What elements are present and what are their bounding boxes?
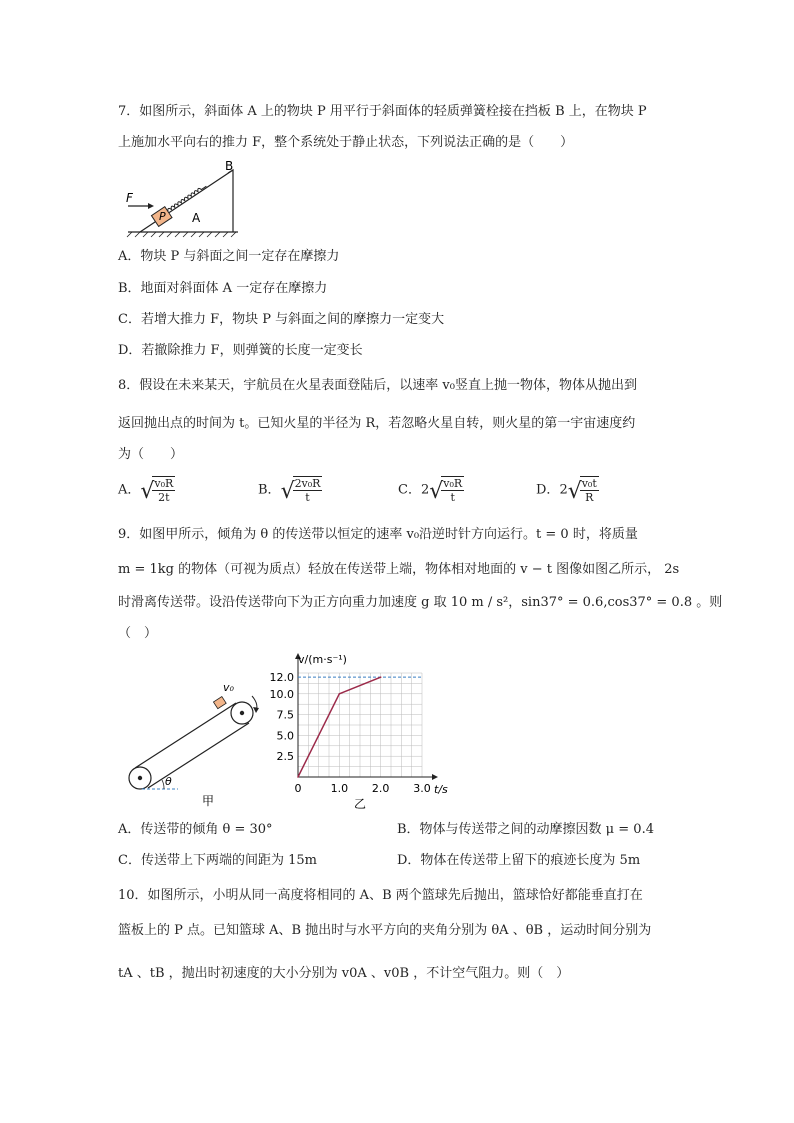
q8-option-b: B． √ $\frac{\text{2v₀R}}{t}$ [258,476,322,504]
q9-figure-jia-conveyor [118,670,268,810]
vt-x-axis-label: t/s [434,783,448,796]
q10-stem-line1: 10．如图所示，小明从同一高度将相同的 A、B 两个篮球先后抛出，篮球恰好都能垂直打在 [118,888,643,903]
vt-y-tick-label: 10.0 [269,687,294,701]
q7-option-b: B．地面对斜面体 A 一定存在摩擦力 [118,281,328,296]
q7-figure-incline-spring [118,160,248,240]
vt-y-tick-label: 5.0 [276,729,294,743]
q7-label-P: P [159,210,166,223]
q9-option-c: C．传送带上下两端的间距为 15m [118,853,317,868]
q9-stem-line4: （ ） [118,626,158,641]
q9-stem-line2: m = 1kg 的物体（可视为质点）轻放在传送带上端，物体相对地面的 v − t 图像如图乙所示， 2s [118,562,680,577]
q9-vt-chart [258,645,458,815]
vt-data-point [380,676,382,678]
vt-y-axis-label: v/(m·s⁻¹) [298,653,347,666]
q8-stem-line2: 返回抛出点的时间为 t。已知火星的半径为 R，若忽略火星自转，则火星的第一宇宙速度约 [118,416,636,431]
vt-x-tick-label: 1.0 [330,782,349,795]
vt-data-point [297,776,299,778]
q7-label-B: B [225,160,234,173]
vt-data-point [339,693,341,695]
q10-stem-line2: 篮板上的 P 点。已知篮球 A、B 抛出时与水平方向的夹角分别为 θA 、θB ，运动时间分别为 [118,923,652,938]
q8-option-a: A． √ $\frac{\text{v₀R}}{2t}$ [118,476,175,504]
q8-stem-line1: 8．假设在未来某天，宇航员在火星表面登陆后，以速率 v₀竖直上抛一物体，物体从抛出到 [118,378,637,393]
q9-option-a: A．传送带的倾角 θ = 30° [118,822,273,837]
q7-label-F: F [126,191,133,205]
q10-stem-line3: tA 、tB ，抛出时初速度的大小分别为 v0A 、v0B ，不计空气阻力。则（ ） [118,966,570,981]
vt-y-tick-label: 2.5 [276,750,294,764]
q9-option-b: B．物体与传送带之间的动摩擦因数 μ = 0.4 [397,822,654,837]
vt-caption-yi: 乙 [354,797,367,811]
vt-x-tick-label: 2.0 [371,782,390,795]
vt-x-arrow [432,774,438,780]
q8-stem-line3: 为（ ） [118,447,184,462]
q8-option-c: C．2 √ $\frac{\text{v₀R}}{t}$ [398,476,464,504]
q8-option-d: D．2 √ $\frac{\text{v₀t}}{R}$ [536,476,599,504]
vt-x-tick-label: 3.0 [413,782,431,795]
q9-label-v0: v₀ [223,681,234,694]
q9-stem-line3: 时滑离传送带。设沿传送带向下为正方向重力加速度 g 取 10 m / s²，sin37° = 0.6,cos37° = 0.8 。则 [118,595,723,610]
q9-label-theta: θ [165,775,172,788]
q7-option-a: A．物块 P 与斜面之间一定存在摩擦力 [118,249,340,264]
q7-stem-line1: 7．如图所示，斜面体 A 上的物块 P 用平行于斜面体的轻质弹簧栓接在挡板 B 上，在物块 P [118,104,647,119]
q7-stem-line2: 上施加水平向右的推力 F，整个系统处于静止状态，下列说法正确的是（ ） [118,135,574,150]
q7-option-d: D．若撤除推力 F，则弹簧的长度一定变长 [118,343,363,358]
q9-stem-line1: 9．如图甲所示，倾角为 θ 的传送带以恒定的速率 v₀沿逆时针方向运行。t = 0 时，将质量 [118,527,638,542]
vt-x-tick-label: 0 [294,782,302,795]
vt-y-tick-label: 7.5 [276,708,294,722]
q7-label-A: A [192,211,201,225]
q7-option-c: C．若增大推力 F，物块 P 与斜面之间的摩擦力一定变大 [118,312,445,327]
q9-caption-jia: 甲 [202,794,215,808]
q9-option-d: D．物体在传送带上留下的痕迹长度为 5m [397,853,641,868]
vt-y-tick-label: 12.0 [269,671,294,685]
